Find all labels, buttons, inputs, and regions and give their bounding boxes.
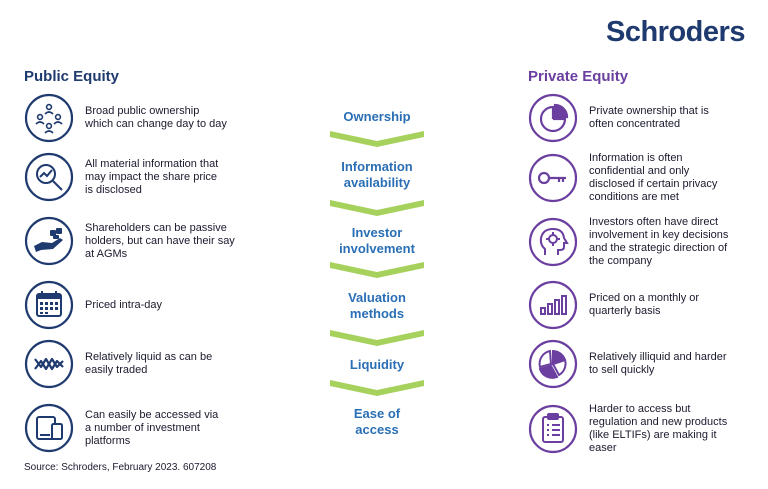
private-liquidity-text: Relatively illiquid and harder to sell quickly <box>589 351 727 376</box>
key-icon <box>528 153 578 203</box>
source-note: Source: Schroders, February 2023. 607208 <box>24 462 217 473</box>
private-involvement-text: Investors often have direct involvement in key decisions and the strategic direction of the company <box>589 216 729 267</box>
private-row-involvement <box>528 216 728 268</box>
category-liquidity: Liquidity <box>349 357 405 372</box>
public-row-valuation <box>24 280 162 330</box>
public-equity-title: Public Equity <box>24 68 120 85</box>
clipboard-icon <box>528 404 578 454</box>
pie-segments-icon <box>528 339 578 389</box>
pie-chart-icon <box>528 93 578 143</box>
public-row-information <box>24 152 218 202</box>
private-equity-title: Private Equity <box>528 68 629 85</box>
category-information-availability: Information availability <box>341 159 413 190</box>
public-ownership-text: Broad public ownership which can change day to day <box>85 105 227 130</box>
private-row-information <box>528 152 717 204</box>
public-valuation-text: Priced intra-day <box>85 298 163 311</box>
private-row-access <box>528 403 727 455</box>
private-row-valuation <box>528 280 699 330</box>
private-valuation-text: Priced on a monthly or quarterly basis <box>589 292 700 317</box>
public-row-liquidity <box>24 339 212 389</box>
private-row-liquidity <box>528 339 727 389</box>
private-row-ownership <box>528 93 709 143</box>
magnifier-chart-icon <box>24 152 74 202</box>
public-involvement-text: Shareholders can be passive holders, but can have their say at AGMs <box>85 221 235 260</box>
chevron-down-icon <box>330 330 424 346</box>
public-access-text: Can easily be accessed via a number of investment platforms <box>85 408 219 447</box>
chevron-down-icon <box>330 380 424 396</box>
category-investor-involvement: Investor involvement <box>339 225 415 256</box>
people-network-icon <box>24 93 74 143</box>
category-valuation-methods: Valuation methods <box>348 290 406 321</box>
chevron-down-icon <box>330 200 424 216</box>
category-ease-of-access: Ease of access <box>353 406 401 437</box>
head-gear-icon <box>528 217 578 267</box>
bar-chart-icon <box>528 280 578 330</box>
zigzag-arrows-icon <box>24 339 74 389</box>
schroders-logo: Schroders <box>606 16 745 48</box>
category-ownership: Ownership <box>343 109 411 124</box>
private-access-text: Harder to access but regulation and new products (like ELTIFs) are making it easer <box>589 403 728 454</box>
calendar-icon <box>24 280 74 330</box>
public-row-ownership <box>24 93 227 143</box>
private-ownership-text: Private ownership that is often concentrated <box>589 105 709 130</box>
chevron-down-icon <box>330 262 424 278</box>
private-information-text: Information is often confidential and only disclosed if certain privacy conditions are met <box>589 152 718 203</box>
chevron-down-icon <box>330 131 424 147</box>
public-row-access <box>24 403 218 453</box>
public-liquidity-text: Relatively liquid as can be easily traded <box>85 351 213 376</box>
public-information-text: All material information that may impact the share price is disclosed <box>85 157 219 196</box>
devices-icon <box>24 403 74 453</box>
public-row-involvement <box>24 216 235 266</box>
hand-coins-icon <box>24 216 74 266</box>
